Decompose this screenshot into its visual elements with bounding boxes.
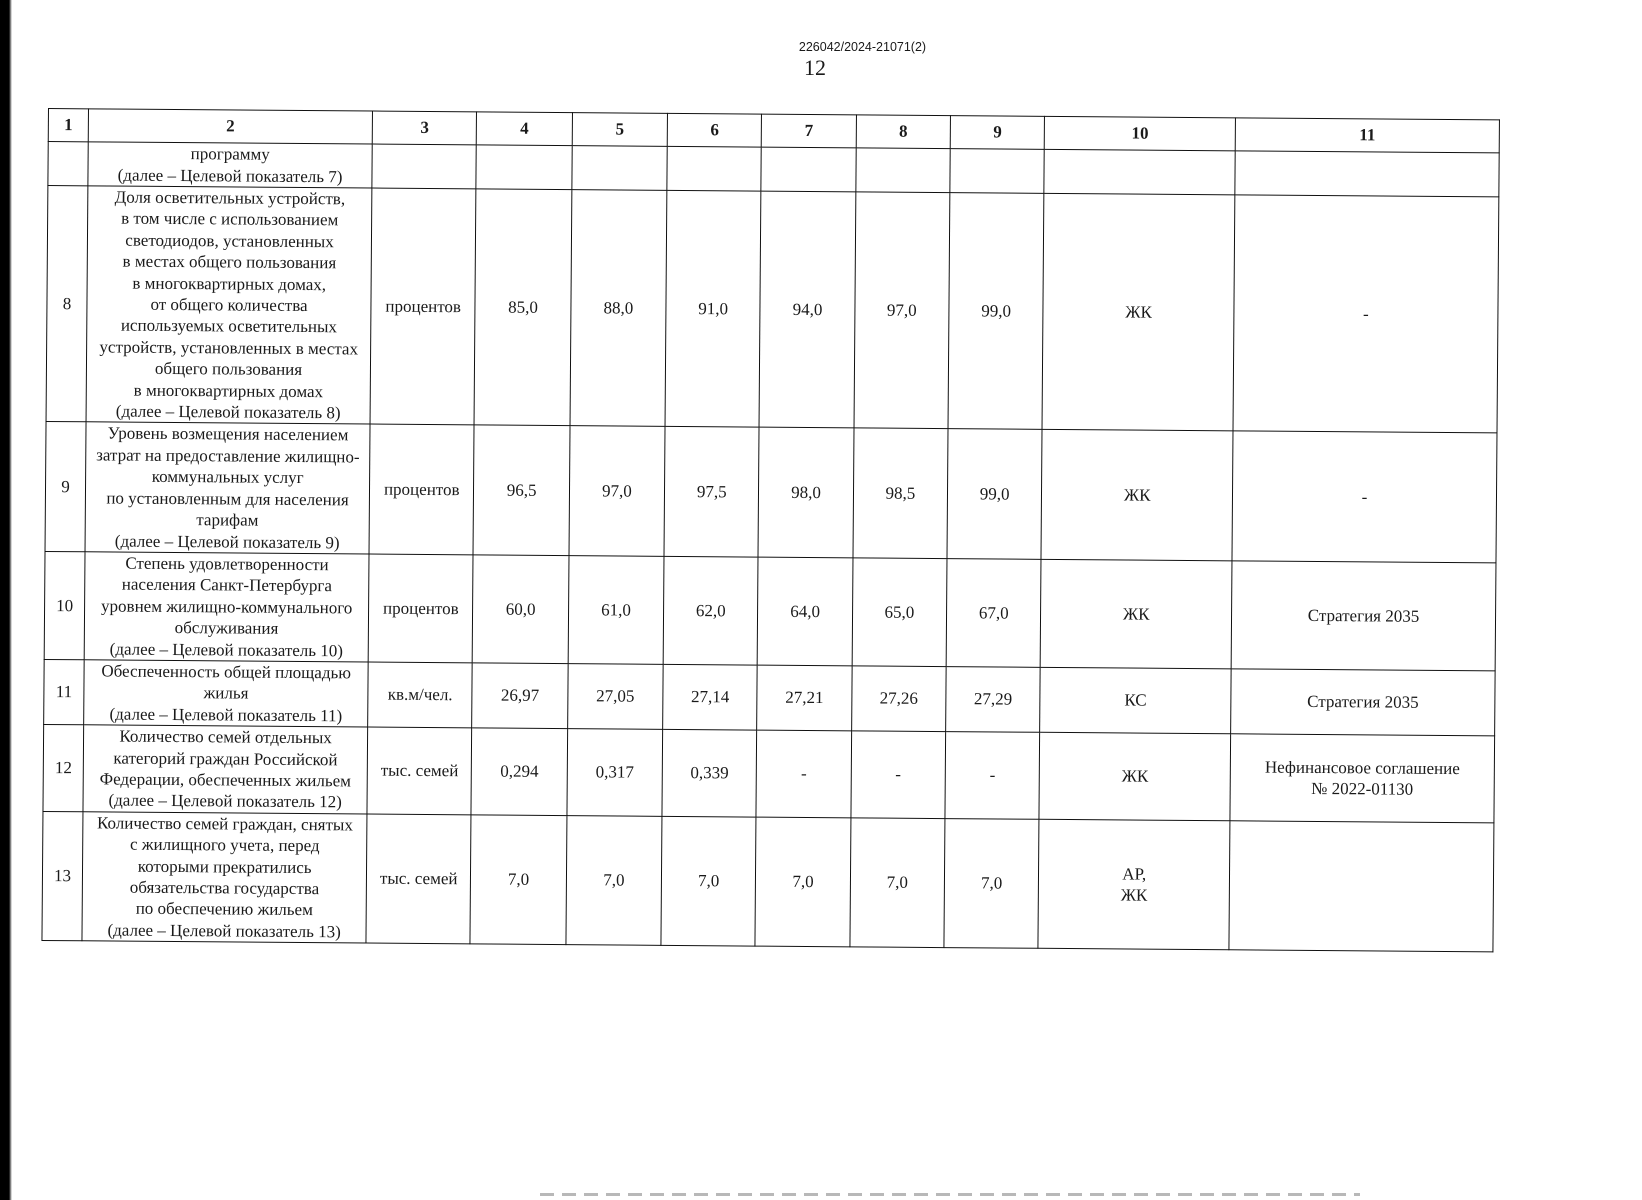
value-cell: [572, 146, 668, 191]
indicators-table: [41, 108, 1499, 953]
source-cell: -: [1233, 195, 1499, 434]
document-id: 226042/2024-21071(2): [798, 40, 927, 54]
scan-artifact-line: [540, 1193, 1360, 1196]
value-cell: 7,0: [566, 815, 662, 945]
value-cell: 27,29: [946, 667, 1041, 733]
value-cell: 26,97: [472, 663, 568, 729]
table-row: [44, 659, 1495, 736]
value-cell: 62,0: [663, 556, 758, 665]
source-cell: Стратегия 2035: [1231, 669, 1495, 736]
responsible-cell: АР, ЖК: [1038, 819, 1230, 950]
row-number: [48, 142, 88, 186]
table-row: [43, 725, 1495, 823]
value-cell: 60,0: [473, 555, 569, 664]
page-number: 12: [804, 55, 826, 80]
responsible-cell: [1044, 149, 1235, 194]
value-cell: 7,0: [850, 818, 945, 948]
row-number: 9: [45, 422, 86, 552]
indicator-name: Доля осветительных устройств, в том числе с использованием светодиодов, установленных в местах общего пользования в многоквартирных домах, от общего количества используемых осветительных устройств, установленных в местах общего пользования в многоквартирных домах (далее – Целевой показатель 8): [86, 186, 372, 425]
unit: [372, 144, 477, 189]
value-cell: 7,0: [470, 815, 566, 945]
value-cell: 27,05: [567, 664, 663, 730]
indicator-name: Количество семей граждан, снятых с жилищного учета, перед которыми прекратились обязательства государства по обеспечению жильем (далее – Целевой показатель 13): [82, 812, 367, 944]
value-cell: 85,0: [474, 189, 571, 426]
column-header: 5: [572, 113, 668, 147]
value-cell: 91,0: [665, 190, 761, 427]
value-cell: 0,294: [471, 728, 567, 815]
responsible-cell: ЖК: [1041, 430, 1233, 561]
column-header: 3: [372, 111, 477, 145]
unit: кв.м/чел.: [368, 662, 473, 728]
source-cell: Стратегия 2035: [1231, 561, 1496, 671]
column-header: 11: [1235, 118, 1499, 153]
value-cell: 99,0: [947, 429, 1042, 559]
unit: тыс. семей: [366, 814, 471, 944]
responsible-cell: ЖК: [1039, 732, 1230, 820]
value-cell: 27,26: [851, 666, 946, 732]
value-cell: -: [851, 731, 946, 818]
value-cell: 97,0: [854, 192, 950, 429]
indicator-name: программу (далее – Целевой показатель 7): [88, 142, 372, 188]
scan-edge: [0, 0, 12, 1200]
value-cell: 67,0: [946, 558, 1041, 667]
value-cell: [950, 149, 1045, 194]
column-header: 9: [950, 116, 1045, 150]
unit: процентов: [368, 554, 473, 663]
indicator-name: Степень удовлетворенности населения Санкт-Петербурга уровнем жилищно-коммунального обслуживания (далее – Целевой показатель 10): [84, 552, 369, 662]
value-cell: -: [945, 732, 1040, 819]
value-cell: 0,317: [567, 729, 663, 816]
value-cell: [476, 145, 572, 190]
unit: процентов: [370, 188, 476, 425]
row-number: 8: [46, 186, 88, 423]
row-number: 11: [44, 659, 85, 725]
value-cell: 7,0: [755, 817, 850, 947]
source-cell: -: [1232, 431, 1497, 563]
value-cell: 61,0: [568, 556, 664, 665]
value-cell: 7,0: [944, 818, 1039, 948]
column-header: 8: [856, 115, 951, 149]
value-cell: 0,339: [662, 730, 757, 817]
value-cell: 97,5: [664, 427, 759, 557]
column-header: 1: [48, 109, 88, 142]
row-number: 10: [44, 551, 85, 659]
responsible-cell: КС: [1040, 667, 1231, 734]
table-row: [46, 186, 1499, 434]
table-row: [44, 551, 1496, 670]
value-cell: -: [756, 730, 851, 817]
value-cell: 7,0: [661, 816, 756, 946]
indicator-name: Обеспеченность общей площадью жилья (далее – Целевой показатель 11): [84, 660, 368, 727]
value-cell: 64,0: [758, 557, 853, 666]
indicator-name: Уровень возмещения населением затрат на предоставление жилищно- коммунальных услуг по установленным для населения тарифам (далее – Целевой показатель 9): [85, 422, 370, 554]
value-cell: 27,21: [757, 665, 852, 731]
value-cell: 97,0: [569, 426, 665, 556]
column-header: 4: [477, 112, 573, 146]
value-cell: [856, 148, 951, 193]
value-cell: 65,0: [852, 558, 947, 667]
value-cell: 88,0: [570, 190, 667, 427]
value-cell: 94,0: [759, 191, 855, 428]
value-cell: 98,5: [853, 428, 948, 558]
value-cell: [667, 146, 762, 191]
column-header: 7: [762, 114, 857, 148]
unit: тыс. семей: [367, 727, 472, 814]
source-cell: Нефинансовое соглашение № 2022-01130: [1230, 734, 1495, 823]
row-number: 13: [42, 811, 83, 941]
column-header: 2: [88, 109, 372, 144]
value-cell: [761, 147, 856, 192]
value-cell: 96,5: [473, 425, 569, 555]
table-row: [42, 811, 1494, 952]
column-header: 6: [667, 113, 762, 147]
indicator-name: Количество семей отдельных категорий граждан Российской Федерации, обеспеченных жильем (далее – Целевой показатель 12): [83, 725, 368, 814]
source-cell: [1235, 151, 1499, 197]
value-cell: 98,0: [758, 428, 853, 558]
value-cell: 27,14: [663, 664, 758, 730]
table-row: [45, 422, 1497, 563]
row-number: 12: [43, 725, 84, 812]
unit: процентов: [369, 425, 474, 555]
responsible-cell: ЖК: [1042, 193, 1235, 431]
source-cell: [1229, 821, 1494, 953]
column-header: 10: [1045, 116, 1236, 150]
responsible-cell: ЖК: [1040, 559, 1231, 669]
value-cell: 99,0: [948, 193, 1044, 430]
